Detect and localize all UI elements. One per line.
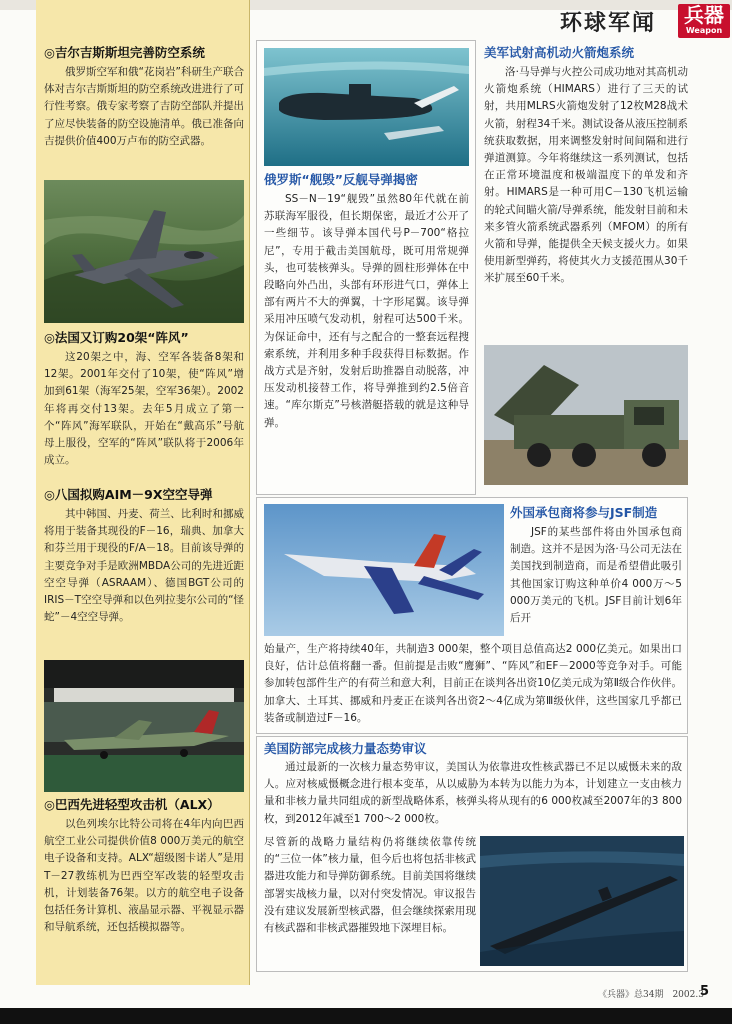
- kyrgyz-body: 俄罗斯空军和俄“花岗岩”科研生产联合体对吉尔吉斯斯坦的防空系统改进进行了可行性考察。俄专家考察了吉防空部队并提出了应尽快装备的防空设施清单。俄已准备向吉提供价值400万卢布的防空武器。: [44, 66, 244, 147]
- himars-launcher-photo: [484, 345, 688, 485]
- badge-sub-text: Weapon: [685, 26, 723, 35]
- shipwreck-heading: 俄罗斯“舰毁”反舰导弹揭密: [264, 172, 418, 187]
- rafale-body: 这20架之中，海、空军各装备8架和12架。2001年交付了10架，使“阵风”增加到61架（海军25架，空军36架）。2002年将再交付13架。去年5月成立了第一个“阵风”海军联队，开始在“戴高乐”号航母上服役，空军的“阵风”联队将于2006年成立。: [44, 351, 244, 467]
- journal-footer: 《兵器》总34期 2002.3: [598, 990, 704, 1000]
- submarine-underwater-photo: [264, 48, 469, 166]
- nuclear-body-top: 通过最新的一次核力量态势审议，美国认为依靠进攻性核武器已不足以威慑未来的敌人。应对核威慑概念进行根本变革，从以威胁为本转为以能力为本，计划建立一支由核力量和非核力量共同组成的新型战略体系，核弹头将从现有的6 000枚减至2007年的3 800枚，到2012年减至1 700～2 000枚。: [264, 761, 682, 825]
- brazil-body: 以色列埃尔比特公司将在4年内向巴西航空工业公司提供价值8 000万美元的航空电子设备和支持。ALX“超级图卡诺人”是用T－27教练机为巴西空军改装的轻型攻击机，计划装备76架。以方的航空电子设备包括任务计算机、液晶显示器、平视显示器和导航系统，还包括模拟器等。: [44, 818, 244, 934]
- page-number: 5: [700, 984, 710, 999]
- section-title: 环球军闻: [560, 10, 657, 36]
- badge-main-text: 兵器: [684, 3, 724, 27]
- weapon-badge: [678, 4, 730, 38]
- aim9x-heading: ◎八国拟购AIM－9X空空导弹: [44, 487, 213, 502]
- f16-jet-photo: [44, 180, 244, 323]
- himars-heading: 美军试射高机动火箭炮系统: [484, 45, 635, 60]
- jsf-body-bottom: 始量产，生产将持续40年，共制造3 000架，整个项目总值高达2 000亿美元。如果出口良好，估计总值将翻一番。但前提是击败“鹰狮”、“阵风”和EF－2000等竞争对手。可能参加转包部件生产的有荷兰和意大利，目前正在谈判各出资10亿美元成为第Ⅱ级合作伙伴。加拿大、土耳其、挪威和丹麦正在谈判各出资2～4亿成为第Ⅲ级伙伴，这些国家几乎都已装备或制造过F－16。: [264, 643, 682, 724]
- shipwreck-body: SS－N－19“舰毁”虽然80年代就在前苏联海军服役，但长期保密，最近才公开了一些细节。该导弹本国代号P－700“格拉尼”，专用于截击美国航母，既可用常规弹头，也可装核弹头。导弹的圆柱形弹体在中段略向外凸出，头部有环形进气口，弹体上部有两片不大的弹翼，十字形尾翼。该导弹采用冲压喷气发动机，射程可达500千米。为保证命中，还有与之配合的一整套远程搜索系统，并利用多种手段获得目标数据。作战方式是齐射，发射后助推器自动脱落，冲压发动机接替工作，将导弹推到约2.5倍音速。“库尔斯克”号核潜艇搭载的就是这种导弹。: [264, 193, 469, 429]
- himars-body: 洛·马导弹与火控公司成功地对其高机动火箭炮系统（HIMARS）进行了三天的试射，共用MLRS火箭炮发射了12枚M28战术火箭，射程34千米。测试设备从液压控制系统获取数据，用来调整发射时间间隔和进行弹道测算。今年将继续这一系列测试，包括在正常环境温度和极端温度下的单发和齐射。HIMARS是一种可用C－130飞机运输的轮式间瞄火箭/导弹系统，能发射目前和未来多管火箭系统武器系列（MFOM）的所有火箭和导弹，能提供全天候支援火力。如果使用新型弹药，将使其火力支援范围从30千米扩展至60千米。: [484, 66, 688, 285]
- brazil-heading: ◎巴西先进轻型攻击机（ALX）: [44, 797, 220, 812]
- kyrgyz-heading: ◎吉尔吉斯斯坦完善防空系统: [44, 45, 205, 60]
- hangar-aircraft-photo: [44, 660, 244, 792]
- jsf-jet-photo: [264, 504, 504, 636]
- aim9x-body: 其中韩国、丹麦、荷兰、比利时和挪威将用于装备其现役的F－16，瑞典、加拿大和芬兰用于现役的F/A－18。目前该导弹的主要竞争对手是欧洲MBDA公司的先进近距空空导弹（ASRAAM）、德国BGT公司的IRIS－T空空导弹和以色列拉斐尔公司的“怪蛇”－4空空导弹。: [44, 508, 244, 624]
- bottom-scan-band: [0, 1008, 732, 1024]
- nuclear-heading: 美国防部完成核力量态势审议: [264, 741, 427, 756]
- nuclear-body-bottom: 尽管新的战略力量结构仍将继续依靠传统的“三位一体”核力量，但今后也将包括非核武器进攻能力和导弹防御系统。目前美国将继续部署实战核力量，以对付突发情况。审议报告没有建议发展新型核武器，但会继续探索用现有核武器和非核武器摧毁地下深埋目标。: [264, 836, 476, 935]
- jsf-body-top: JSF的某些部件将由外国承包商制造。这并不是因为洛·马公司无法在美国找到制造商，而是希望借此吸引其他国家订购这种单价4 000万～5 000万美元的飞机。JSF目前计划6年后开: [510, 526, 682, 625]
- submarine-surface-photo: [480, 836, 684, 966]
- rafale-heading: ◎法国又订购20架“阵风”: [44, 330, 189, 345]
- jsf-heading: 外国承包商将参与JSF制造: [510, 505, 658, 520]
